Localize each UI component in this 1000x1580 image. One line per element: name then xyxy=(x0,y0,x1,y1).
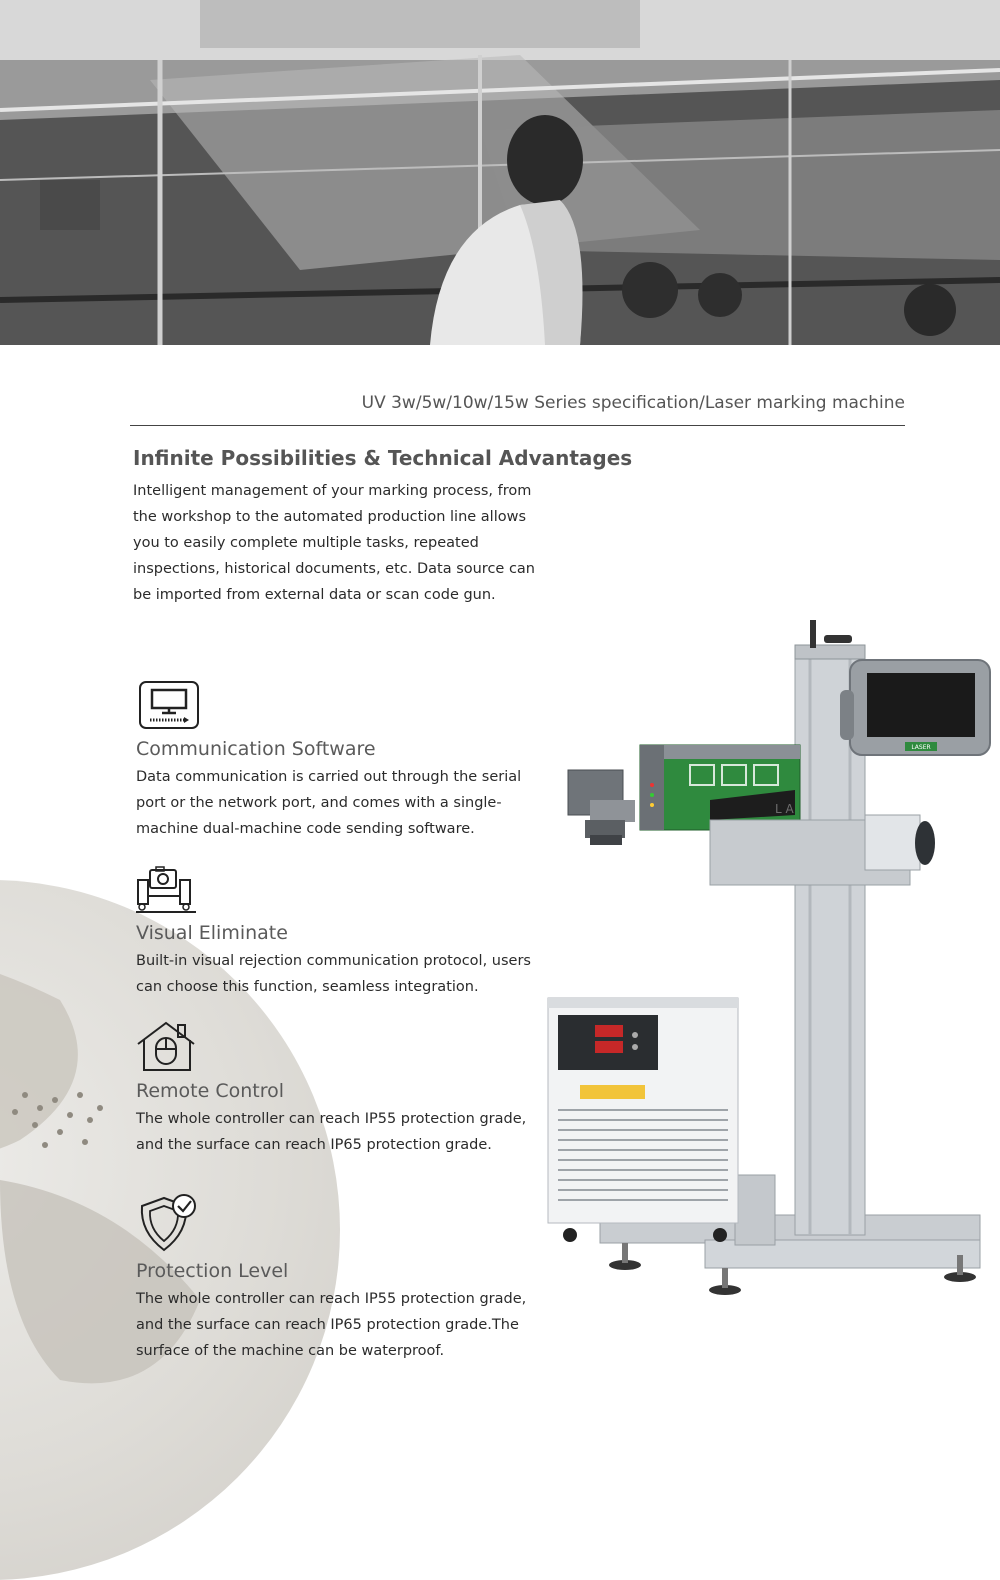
monitor-icon xyxy=(136,680,200,732)
screen-badge: LASER xyxy=(911,744,931,751)
feature-text: Data communication is carried out through the serial port or the network port, and comes with a single-machine dual-machine code sending software. xyxy=(136,769,522,837)
series-title: UV 3w/5w/10w/15w Series specification/Laser marking machine xyxy=(361,393,905,413)
product-laser-marking-machine xyxy=(540,615,1000,1315)
intro-paragraph: Intelligent management of your marking process, from the workshop to the automated production line allows you to easily complete multiple tasks, repeated inspections, historical documents, etc. Data source can be imported from external data or scan code gun. xyxy=(133,483,535,603)
shield-check-icon xyxy=(136,1192,200,1254)
camera-station-icon xyxy=(136,866,200,916)
feature-protection-level xyxy=(136,1192,546,1364)
feature-visual-eliminate xyxy=(136,866,546,1000)
feature-communication-software xyxy=(136,680,546,842)
feature-title: Visual Eliminate xyxy=(136,922,288,944)
house-mouse-icon xyxy=(136,1020,198,1074)
feature-title: Protection Level xyxy=(136,1260,289,1282)
section-title: Infinite Possibilities & Technical Advantages xyxy=(133,446,633,470)
header-divider xyxy=(130,425,905,426)
feature-title: Communication Software xyxy=(136,738,376,760)
hero-factory-photo xyxy=(0,0,1000,345)
feature-title: Remote Control xyxy=(136,1080,285,1102)
head-lettering: L A xyxy=(775,802,794,816)
feature-text: The whole controller can reach IP55 protection grade, and the surface can reach IP65 protection grade.The surface of the machine can be waterproof. xyxy=(136,1291,527,1359)
feature-text: The whole controller can reach IP55 protection grade, and the surface can reach IP65 protection grade. xyxy=(136,1111,527,1153)
feature-remote-control xyxy=(136,1020,546,1158)
feature-text: Built-in visual rejection communication protocol, users can choose this function, seamless integration. xyxy=(136,953,531,995)
